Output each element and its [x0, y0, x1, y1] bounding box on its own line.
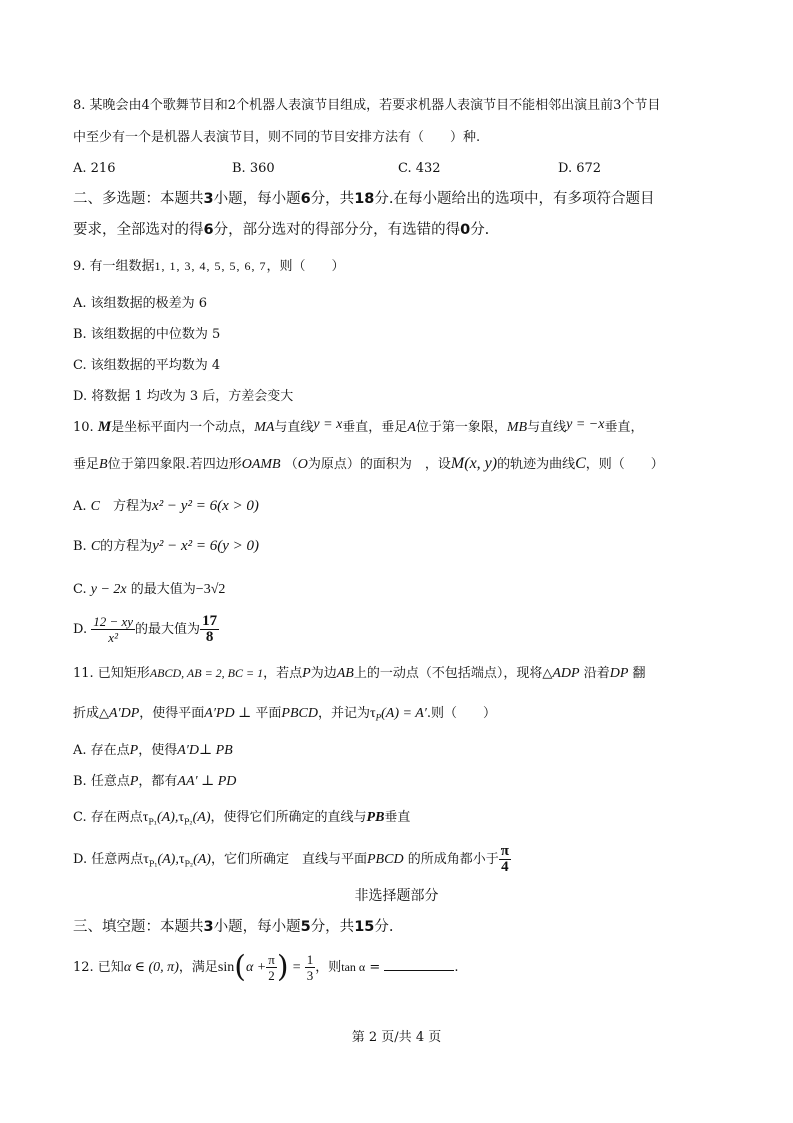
q11-option-c: C. 存在两点$\tau_{P_1}(A),\tau_{P_2}(A)$，使得它们所确定的直线与PB垂直 [73, 810, 411, 827]
q9-option-b: B. 该组数据的中位数为 5 [73, 327, 221, 342]
q10-d-max-fraction: $\frac{17}{8}$ [202, 613, 218, 645]
page-footer: 第 2 页/共 4 页 [351, 1030, 442, 1045]
q8-option-b: B. 360 [232, 161, 275, 176]
part-2-title: 非选择题部分 [354, 888, 439, 904]
q9-data-set: 1, 1, 3, 4, 5, 5, 6, 7 [154, 259, 267, 273]
q8-line-2: 中至少有一个是机器人表演节目，则不同的节目安排方法有（ ）种. [73, 130, 481, 145]
q10-option-a: A. C 方程为x² − y² = 6(x > 0) [73, 498, 259, 514]
q8-option-a: A. 216 [73, 161, 116, 176]
q10-line-1: 10. M是坐标平面内一个动点，MA与直线y = x垂直，垂足A位于第一象限，MB与直线y = −x垂直， [73, 417, 644, 435]
q9-option-d: D. 将数据 1 均改为 3 后，方差会变大 [73, 389, 294, 404]
q10-d-fraction: $\frac{12 - xy}{\text{x²}}$ [93, 614, 134, 645]
q8-line-1: 8. 某晚会由4个歌舞节目和2个机器人表演节目组成，若要求机器人表演节目不能相邻出演且前3个节目 [73, 98, 661, 113]
q11-option-a: A. 存在点P，使得A′D⊥ PB [73, 743, 233, 758]
q11-line-2: 折成△A′DP，使得平面A′PD ⊥ 平面PBCD，并记为$\tau_P(A) = A'$.则（ ） [73, 706, 496, 723]
q10-option-c: C. y − 2x 的最大值为−3√2 [73, 582, 226, 597]
q8-option-c: C. 432 [398, 161, 441, 176]
q9-option-a: A. 该组数据的极差为 6 [73, 296, 208, 311]
q12-pi-over-2: $\frac{\pi}{2}$ [268, 952, 275, 983]
q11-line-1: 11. 已知矩形ABCD, AB = 2, BC = 1，若点P为边AB上的一动点（不包括端点），现将△ADP 沿着DP 翻 [73, 666, 646, 681]
q11-option-b: B. 任意点P，都有AA′ ⊥ PD [73, 774, 237, 789]
section-2-heading-line-1: 二、多选题：本题共3小题，每小题6分，共18分.在每小题给出的选项中，有多项符合题目 [73, 191, 655, 207]
q10-option-d: D. $\frac{12 - xy}{\text{x²}}$ 的最大值为 $\frac{17}{8}$ [73, 613, 218, 645]
q11-option-d: D. 任意两点$\tau_{P_1}(A),\tau_{P_2}(A)$，它们所确定 直线与平面PBCD 的所成角都小于 $\frac{\pi}{4}$ [73, 843, 509, 875]
q12-answer-blank [384, 958, 454, 971]
q12-stem: 12. 已知α ∈ (0, π)，满足sin(α + $\frac{\pi}{2}$ ) = $\frac{1}{3}$ ，则tan α = . [73, 949, 459, 985]
q8-option-d: D. 672 [558, 161, 602, 176]
q10-option-b: B. C的方程为y² − x² = 6(y > 0) [73, 538, 260, 554]
q9-stem: 9. 有一组数据1, 1, 3, 4, 5, 5, 6, 7，则（ ） [73, 259, 345, 274]
q10-line-2: 垂足B位于第四象限.若四边形OAMB （O为原点）的面积为 ，设M(x, y)的轨迹为曲线C，则（ ） [73, 455, 664, 472]
q11-d-pi-over-4: $\frac{\pi}{4}$ [500, 843, 509, 875]
section-2-heading-line-2: 要求，全部选对的得6分，部分选对的得部分分，有选错的得0分. [73, 222, 490, 238]
q9-option-c: C. 该组数据的平均数为 4 [73, 358, 221, 373]
q12-one-third: $\frac{1}{3}$ [306, 952, 314, 983]
section-3-heading: 三、填空题：本题共3小题，每小题5分，共15分. [73, 919, 394, 935]
